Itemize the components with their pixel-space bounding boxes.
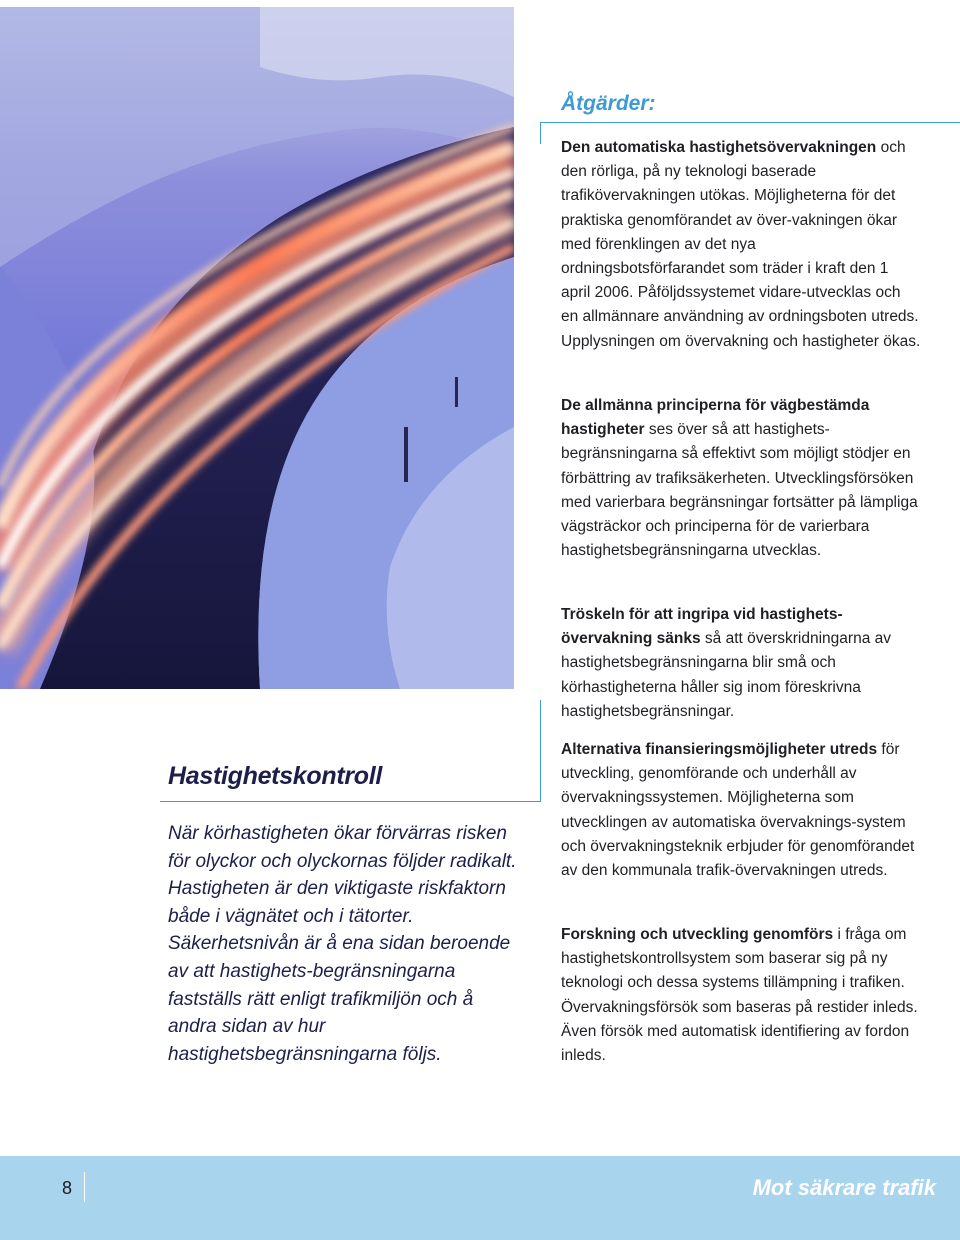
measures-heading-rule-horizontal <box>540 122 960 123</box>
measures-heading: Åtgärder: <box>561 92 656 115</box>
measures-heading-rule-vertical <box>540 122 541 144</box>
measure-1-bold: Den automatiska hastighetsövervakningen <box>561 139 877 156</box>
measure-paragraph-2 <box>561 394 921 563</box>
measure-3-text: så att överskridningarna av hastighetsbegränsningarna blir små och körhastigheterna håller sig inom föreskrivna hastighetsbegränsningar. <box>561 630 891 720</box>
road-light-trails-photo <box>0 7 514 689</box>
measure-2-bold: De allmänna principerna för vägbestämda hastigheter <box>561 397 870 439</box>
measure-1-text: och den rörliga, på ny teknologi baserade trafikövervakningen utökas. Möjligheterna för det praktiska genomförandet av över-vakningen ökar med förenklingen av det nya ordningsbotsförfarandet som träder i kraft den 1 april 2006. Påföljdssystemet vidare-utvecklas och en allmännare användning av ordningsboten utreds. Upplysningen om övervakning och hastigheter ökas. <box>561 139 921 350</box>
sidebar-title-rule-horizontal <box>160 801 541 802</box>
photo-illustration <box>0 7 514 689</box>
measure-3-bold: Tröskeln för att ingripa vid hastighets-övervakning sänks <box>561 606 843 648</box>
measure-paragraph-1 <box>561 136 921 354</box>
measure-paragraph-5 <box>561 923 921 1068</box>
measure-5-bold: Forskning och utveckling genomförs <box>561 926 834 943</box>
footer-brand: Mot säkrare trafik <box>752 1175 936 1200</box>
measure-paragraph-4 <box>561 738 921 883</box>
sidebar-title-rule-vertical <box>540 700 541 802</box>
measure-4-text: för utveckling, genomförande och underhåll av övervakningssystemen. Möjligheterna som utvecklingen av automatiska övervaknings-system och övervakningsteknik erbjuder för genomförandet av den kommunala trafik-övervakningen utreds. <box>561 741 915 880</box>
measure-paragraph-3 <box>561 603 921 724</box>
measure-2-text: ses över så att hastighets-begränsningarna så effektivt som möjligt stödjer en förbättring av trafiksäkerheten. Utvecklingsförsöken med varierbara begränsningar fortsätter på lämpliga vägsträckor och principerna för de varierbara hastighetsbegränsningarna utvecklas. <box>561 421 918 560</box>
measure-4-bold: Alternativa finansieringsmöjligheter utreds <box>561 741 878 758</box>
sidebar-intro-text: När körhastigheten ökar förvärras risken för olyckor och olyckornas följder radikalt. Hastigheten är den viktigaste riskfaktorn både i vägnätet och i tätorter. Säkerhetsnivån är å ena sidan beroende av att hastighets-begränsningarna fastställs rätt enligt trafikmiljön och å andra sidan av hur hastighetsbegränsningarna följs. <box>168 823 517 1065</box>
page-number: 8 <box>62 1178 73 1198</box>
sidebar-title: Hastighetskontroll <box>168 762 383 790</box>
page-number-separator <box>84 1172 85 1202</box>
measure-5-text: i fråga om hastighetskontrollsystem som baserar sig på ny teknologi och dessa systems tillämpning i trafiken. Övervakningsförsök som baseras på restider inleds. Även försök med automatisk identifiering av fordon inleds. <box>561 926 918 1065</box>
